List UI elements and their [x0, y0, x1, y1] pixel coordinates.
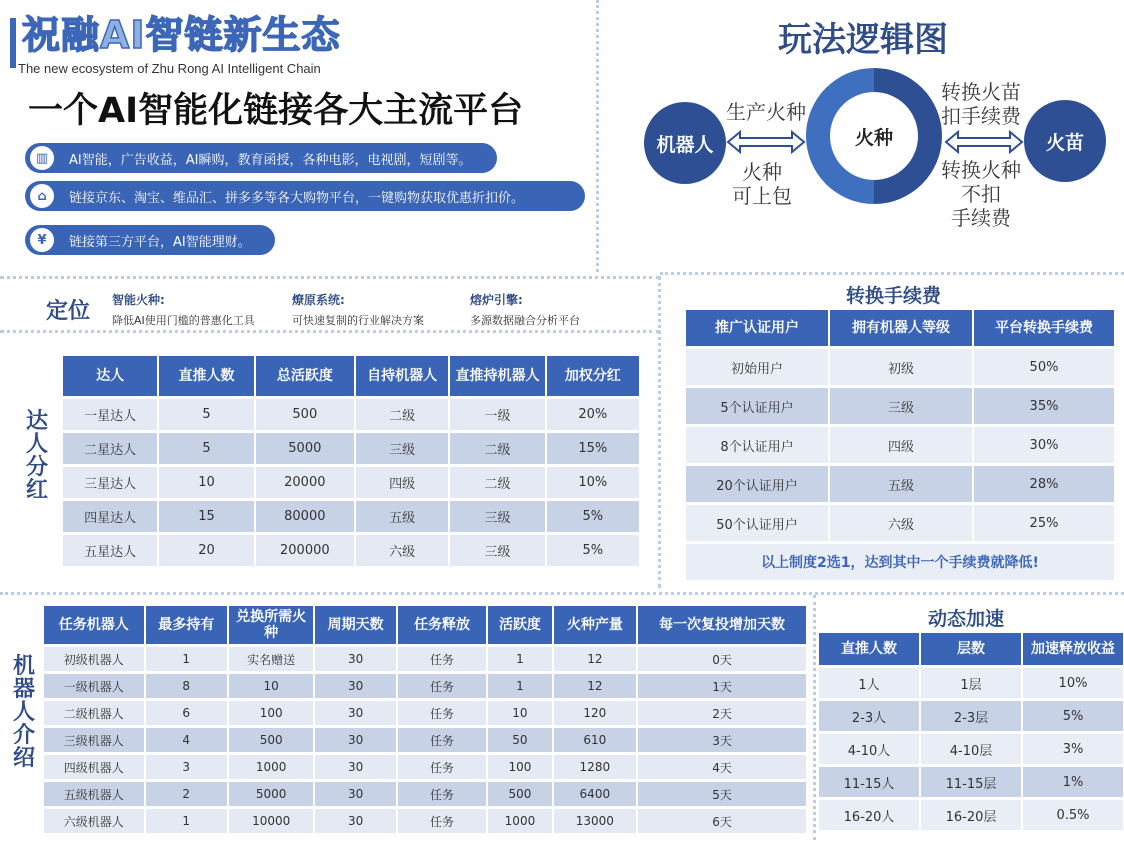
table-cell: 30	[315, 674, 395, 698]
table-cell: 16-20人	[819, 800, 919, 830]
table-cell: 100	[488, 755, 551, 779]
table-cell: 12	[554, 674, 636, 698]
table-cell: 10	[488, 701, 551, 725]
table-cell: 5	[159, 433, 253, 464]
fire-seed-node: 火种	[830, 92, 918, 180]
table-header-row	[63, 356, 639, 396]
table-cell: 二级	[450, 433, 544, 464]
table-cell: 4-10人	[819, 734, 919, 764]
table-cell: 任务	[398, 647, 486, 671]
table-cell: 1层	[921, 668, 1021, 698]
table-cell: 实名赠送	[229, 647, 313, 671]
table-cell: 1	[488, 674, 551, 698]
table-cell: 5%	[547, 535, 639, 566]
table-cell: 50%	[974, 349, 1114, 385]
shop-icon: ⌂	[30, 184, 54, 208]
table-cell: 6	[146, 701, 227, 725]
table-cell: 任务	[398, 728, 486, 752]
table-row	[44, 674, 806, 698]
table-cell: 三级	[450, 501, 544, 532]
table-cell: 1280	[554, 755, 636, 779]
table-cell: 二星达人	[63, 433, 157, 464]
table-cell: 3	[146, 755, 227, 779]
table-cell: 80000	[256, 501, 354, 532]
feature-pill-ai	[25, 143, 497, 173]
table-row	[686, 349, 1114, 385]
table-cell: 6400	[554, 782, 636, 806]
table-header: 最多持有	[146, 606, 227, 644]
table-header: 兑换所需火种	[229, 606, 313, 644]
table-cell: 30%	[974, 427, 1114, 463]
table-cell: 六级	[356, 535, 448, 566]
table-cell: 12	[554, 647, 636, 671]
table-cell: 5	[159, 399, 253, 430]
table-cell: 1	[146, 809, 227, 833]
label-seed: 火种	[742, 160, 782, 184]
table-cell: 三级机器人	[44, 728, 144, 752]
talent-table	[61, 353, 641, 569]
table-header: 总活跃度	[256, 356, 354, 396]
table-cell: 25%	[974, 505, 1114, 541]
table-cell: 5000	[256, 433, 354, 464]
table-cell: 五星达人	[63, 535, 157, 566]
table-row	[819, 701, 1123, 731]
table-cell: 1人	[819, 668, 919, 698]
table-header: 活跃度	[488, 606, 551, 644]
robots-title: 机器人介绍	[12, 654, 35, 771]
table-header-row	[44, 606, 806, 644]
robots-table	[42, 603, 808, 836]
brand-title: 祝融AI智链新生态	[22, 13, 341, 57]
table-header: 加速释放收益	[1023, 633, 1123, 665]
fee-title: 转换手续费	[846, 285, 942, 307]
label-can-upload: 可上包	[732, 184, 792, 208]
accel-title: 动态加速	[928, 608, 1005, 630]
positioning-item	[292, 291, 424, 328]
table-header: 直推人数	[819, 633, 919, 665]
table-row	[63, 399, 639, 430]
table-cell: 五级机器人	[44, 782, 144, 806]
building-icon: ▥	[30, 146, 54, 170]
table-cell: 三星达人	[63, 467, 157, 498]
table-cell: 三级	[450, 535, 544, 566]
table-cell: 500	[488, 782, 551, 806]
table-cell: 30	[315, 701, 395, 725]
fire-sprout-node: 火苗	[1024, 100, 1106, 182]
table-cell: 2	[146, 782, 227, 806]
table-header: 直推人数	[159, 356, 253, 396]
table-cell: 二级	[450, 467, 544, 498]
feature-pill-shopping	[25, 181, 585, 211]
table-cell: 二级	[356, 399, 448, 430]
table-cell: 5个认证用户	[686, 388, 828, 424]
table-header: 任务释放	[398, 606, 486, 644]
table-row	[44, 728, 806, 752]
table-header: 推广认证用户	[686, 310, 828, 346]
table-cell: 一级	[450, 399, 544, 430]
table-cell: 三级	[356, 433, 448, 464]
table-cell: 1	[488, 647, 551, 671]
accel-table	[817, 630, 1124, 833]
table-cell: 初级机器人	[44, 647, 144, 671]
table-cell: 一级机器人	[44, 674, 144, 698]
table-cell: 1	[146, 647, 227, 671]
fee-note-row	[686, 544, 1114, 580]
table-row	[686, 505, 1114, 541]
table-row	[63, 501, 639, 532]
table-cell: 五级	[356, 501, 448, 532]
table-cell: 5%	[547, 501, 639, 532]
table-header: 每一次复投增加天数	[638, 606, 806, 644]
label-convert-seed: 转换火种	[941, 158, 1021, 182]
table-cell: 20%	[547, 399, 639, 430]
table-cell: 任务	[398, 809, 486, 833]
table-row	[44, 782, 806, 806]
table-header: 平台转换手续费	[974, 310, 1114, 346]
label-fee: 手续费	[951, 206, 1011, 230]
table-cell: 一星达人	[63, 399, 157, 430]
table-row	[819, 668, 1123, 698]
table-cell: 20	[159, 535, 253, 566]
table-cell: 30	[315, 782, 395, 806]
table-cell: 50	[488, 728, 551, 752]
table-cell: 2-3层	[921, 701, 1021, 731]
table-cell: 10	[229, 674, 313, 698]
fee-table	[684, 307, 1116, 583]
table-cell: 30	[315, 728, 395, 752]
table-cell: 30	[315, 755, 395, 779]
table-header: 火种产量	[554, 606, 636, 644]
table-row	[44, 809, 806, 833]
table-header: 层数	[921, 633, 1021, 665]
table-row	[686, 388, 1114, 424]
table-cell: 4天	[638, 755, 806, 779]
table-header: 直推持机器人	[450, 356, 544, 396]
table-cell: 5天	[638, 782, 806, 806]
table-header: 周期天数	[315, 606, 395, 644]
label-deduct-fee: 扣手续费	[941, 104, 1021, 128]
positioning-heading: 熔炉引擎:	[470, 293, 523, 307]
table-header-row	[686, 310, 1114, 346]
table-header: 达人	[63, 356, 157, 396]
table-cell: 四星达人	[63, 501, 157, 532]
label-no-deduct: 不扣	[961, 182, 1001, 206]
table-cell: 10%	[1023, 668, 1123, 698]
table-cell: 六级机器人	[44, 809, 144, 833]
positioning-item	[112, 291, 255, 328]
table-cell: 5%	[1023, 701, 1123, 731]
feature-pill-text: AI智能，广告收益，AI瞬购，教育函授，各种电影，电视剧，短剧等。	[69, 152, 472, 168]
table-cell: 5000	[229, 782, 313, 806]
table-cell: 1000	[488, 809, 551, 833]
finance-icon: ¥	[30, 228, 54, 252]
table-cell: 30	[315, 809, 395, 833]
table-row	[819, 767, 1123, 797]
table-row	[686, 466, 1114, 502]
table-cell: 16-20层	[921, 800, 1021, 830]
table-cell: 任务	[398, 674, 486, 698]
table-cell: 2-3人	[819, 701, 919, 731]
table-row	[44, 755, 806, 779]
table-cell: 0天	[638, 647, 806, 671]
table-cell: 四级	[830, 427, 972, 463]
table-cell: 15	[159, 501, 253, 532]
table-cell: 四级	[356, 467, 448, 498]
fire-seed-ring	[806, 68, 942, 204]
table-cell: 1%	[1023, 767, 1123, 797]
table-cell: 1000	[229, 755, 313, 779]
table-cell: 4-10层	[921, 734, 1021, 764]
table-cell: 200000	[256, 535, 354, 566]
table-cell: 0.5%	[1023, 800, 1123, 830]
table-cell: 20000	[256, 467, 354, 498]
brand-subtitle: The new ecosystem of Zhu Rong AI Intelligent Chain	[18, 61, 321, 76]
table-header: 任务机器人	[44, 606, 144, 644]
table-cell: 10	[159, 467, 253, 498]
table-cell: 三级	[830, 388, 972, 424]
table-header-row	[819, 633, 1123, 665]
table-cell: 28%	[974, 466, 1114, 502]
positioning-desc: 多源数据融合分析平台	[470, 314, 580, 327]
feature-pill-finance	[25, 225, 275, 255]
table-cell: 8个认证用户	[686, 427, 828, 463]
table-cell: 四级机器人	[44, 755, 144, 779]
positioning-heading: 智能火种:	[112, 293, 165, 307]
table-cell: 1天	[638, 674, 806, 698]
table-cell: 100	[229, 701, 313, 725]
table-cell: 初级	[830, 349, 972, 385]
table-cell: 3%	[1023, 734, 1123, 764]
talent-title: 达人分红	[25, 409, 48, 503]
label-convert-sprout: 转换火苗	[941, 80, 1021, 104]
feature-pill-text: 链接第三方平台，AI智能理财。	[69, 234, 251, 250]
table-cell: 10%	[547, 467, 639, 498]
table-cell: 2天	[638, 701, 806, 725]
table-cell: 3天	[638, 728, 806, 752]
feature-pill-text: 链接京东、淘宝、维品汇、拼多多等各大购物平台，一键购物获取优惠折扣价。	[69, 190, 525, 206]
table-row	[63, 467, 639, 498]
table-cell: 6天	[638, 809, 806, 833]
table-row	[44, 647, 806, 671]
table-row	[44, 701, 806, 725]
table-cell: 15%	[547, 433, 639, 464]
logic-title: 玩法逻辑图	[778, 20, 948, 60]
positioning-desc: 降低AI使用门槛的普惠化工具	[112, 314, 255, 327]
brand-accent-bar	[10, 18, 16, 68]
positioning-desc: 可快速复制的行业解决方案	[292, 314, 424, 327]
table-cell: 任务	[398, 701, 486, 725]
label-produce-seed: 生产火种	[726, 100, 806, 124]
table-cell: 13000	[554, 809, 636, 833]
table-cell: 初始用户	[686, 349, 828, 385]
robot-node: 机器人	[644, 102, 726, 184]
double-arrow-left	[726, 128, 806, 156]
table-cell: 4	[146, 728, 227, 752]
table-row	[63, 535, 639, 566]
table-cell: 610	[554, 728, 636, 752]
table-cell: 10000	[229, 809, 313, 833]
table-cell: 500	[256, 399, 354, 430]
table-header: 自持机器人	[356, 356, 448, 396]
table-cell: 任务	[398, 782, 486, 806]
double-arrow-right	[944, 128, 1024, 156]
positioning-item	[470, 291, 580, 328]
table-cell: 二级机器人	[44, 701, 144, 725]
positioning-title: 定位	[46, 299, 91, 324]
table-header: 加权分红	[547, 356, 639, 396]
table-cell: 120	[554, 701, 636, 725]
positioning-heading: 燎原系统:	[292, 293, 345, 307]
table-cell: 8	[146, 674, 227, 698]
table-cell: 11-15人	[819, 767, 919, 797]
table-row	[63, 433, 639, 464]
headline: 一个AI智能化链接各大主流平台	[28, 91, 524, 131]
table-cell: 50个认证用户	[686, 505, 828, 541]
table-row	[819, 800, 1123, 830]
table-header: 拥有机器人等级	[830, 310, 972, 346]
table-row	[686, 427, 1114, 463]
table-cell: 20个认证用户	[686, 466, 828, 502]
table-cell: 11-15层	[921, 767, 1021, 797]
table-cell: 五级	[830, 466, 972, 502]
table-cell: 500	[229, 728, 313, 752]
table-cell: 30	[315, 647, 395, 671]
table-cell: 35%	[974, 388, 1114, 424]
table-cell: 六级	[830, 505, 972, 541]
table-row	[819, 734, 1123, 764]
table-cell: 任务	[398, 755, 486, 779]
fee-note: 以上制度2选1，达到其中一个手续费就降低!	[686, 544, 1114, 580]
